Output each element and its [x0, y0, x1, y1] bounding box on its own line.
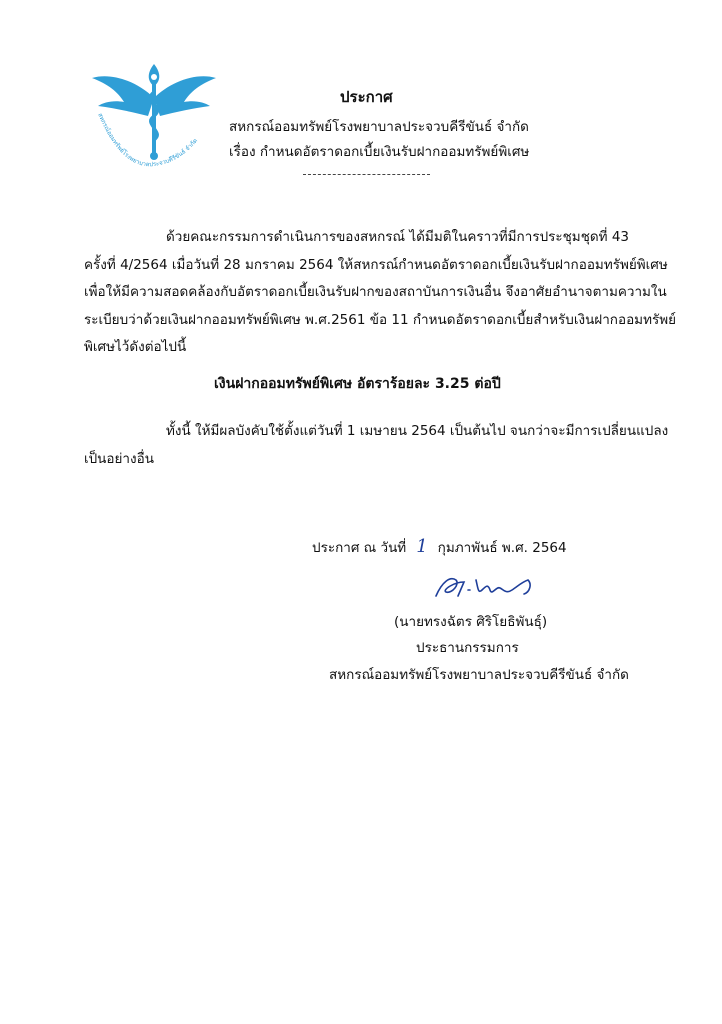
logo-text: สหกรณ์ออมทรัพย์โรงพยาบาลประจวบคีรีขันธ์ จำกัด — [96, 112, 200, 169]
announcement-title: ประกาศ — [340, 88, 393, 106]
cooperative-logo — [88, 62, 220, 172]
signatory-organization: สหกรณ์ออมทรัพย์โรงพยาบาลประจวบคีรีขันธ์ จำกัด — [329, 667, 629, 683]
paragraph-line: ระเบียบว่าด้วยเงินฝากออมทรัพย์พิเศษ พ.ศ.2561 ข้อ 11 กำหนดอัตราดอกเบี้ยสำหรับเงินฝากออมทรัพย์ — [84, 311, 677, 328]
date-day: 1 — [416, 536, 428, 557]
interest-rate-line: เงินฝากออมทรัพย์พิเศษ อัตราร้อยละ 3.25 ต่อปี — [214, 376, 501, 392]
signature-image — [432, 570, 542, 604]
signatory-position: ประธานกรรมการ — [416, 640, 519, 656]
paragraph-line: ด้วยคณะกรรมการดำเนินการของสหกรณ์ ได้มีมติในคราวที่มีการประชุมชุดที่ 43 — [166, 229, 629, 245]
paragraph-line: พิเศษไว้ดังต่อไปนี้ — [84, 339, 187, 355]
cooperative-name: สหกรณ์ออมทรัพย์โรงพยาบาลประจวบคีรีขันธ์ จำกัด — [229, 119, 529, 135]
body-paragraph — [84, 224, 677, 362]
effective-line: ทั้งนี้ ให้มีผลบังคับใช้ตั้งแต่วันที่ 1 เมษายน 2564 เป็นต้นไป จนกว่าจะมีการเปลี่ยนแปลง — [166, 423, 669, 439]
paragraph-line: เพื่อให้มีความสอดคล้องกับอัตราดอกเบี้ยเงินรับฝากของสถาบันการเงินอื่น จึงอาศัยอำนาจตามความใน — [84, 284, 667, 300]
date-prefix: ประกาศ ณ วันที่ — [312, 540, 407, 556]
title-divider — [303, 174, 430, 175]
svg-text:สหกรณ์ออมทรัพย์โรงพยาบาลประจวบ — [96, 112, 199, 168]
effective-line: เป็นอย่างอื่น — [84, 450, 154, 467]
date-month-year: กุมภาพันธ์ พ.ศ. 2564 — [437, 540, 567, 556]
effective-paragraph — [84, 418, 669, 473]
announcement-date — [312, 538, 567, 557]
announcement-subject: เรื่อง กำหนดอัตราดอกเบี้ยเงินรับฝากออมทรัพย์พิเศษ — [229, 144, 530, 160]
signatory-name: (นายทรงฉัตร ศิริโยธิพันธุ์) — [394, 614, 548, 630]
paragraph-line: ครั้งที่ 4/2564 เมื่อวันที่ 28 มกราคม 2564 ให้สหกรณ์กำหนดอัตราดอกเบี้ยเงินรับฝากออมทรัพย์พิเศษ — [84, 256, 668, 273]
